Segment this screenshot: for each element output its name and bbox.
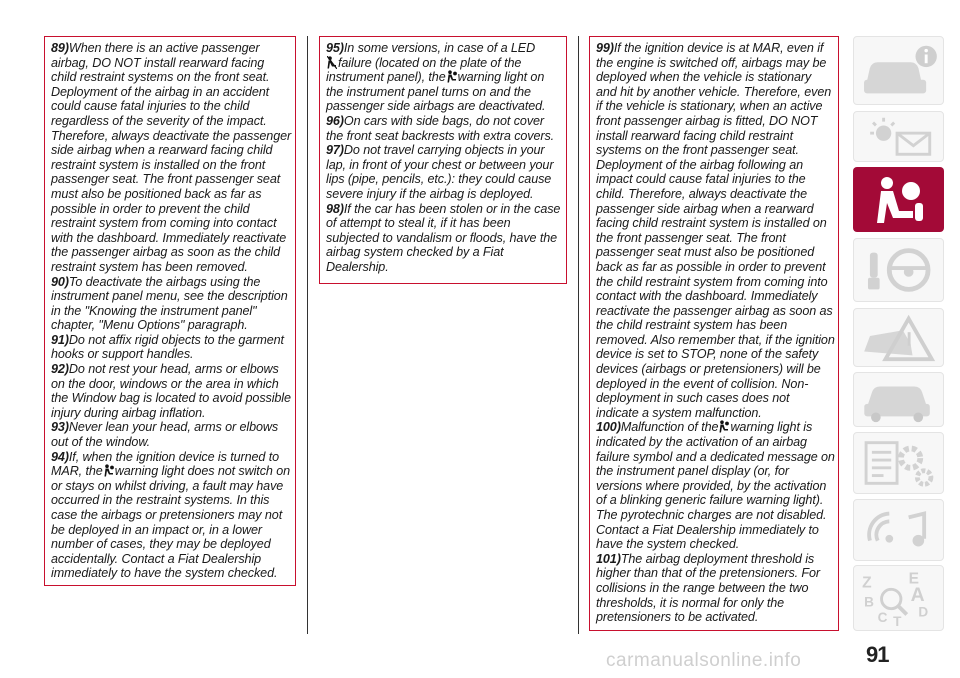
warning-item-89: 89)When there is an active passenger airbag, DO NOT install rearward facing child restraint systems on the front seat. Deployment of the airbag in an accident could cause fatal injuries to the child regardless of the severity of the impact. Therefore, always deactivate the passenger side airbag when a rearward facing child restraint system is installed on the front passenger seat. The front passenger seat must also be positioned back as far as possible in order to prevent the child restraint system from coming into contact with the dashboard. Immediately reactivate the passenger airbag as soon as the child restraint system has been removed. bbox=[51, 41, 292, 274]
svg-text:T: T bbox=[893, 614, 902, 630]
warning-item-91: 91)Do not affix rigid objects to the garment hooks or support handles. bbox=[51, 332, 284, 362]
warning-box-col2 bbox=[319, 36, 567, 284]
warning-item-93: 93)Never lean your head, arms or elbows out of the window. bbox=[51, 420, 279, 450]
airbag-safety-icon[interactable] bbox=[853, 167, 944, 232]
warning-lights-icon[interactable] bbox=[853, 111, 944, 162]
warning-item-96: 96)On cars with side bags, do not cover the front seat backrests with extra covers. bbox=[326, 113, 555, 143]
svg-text:A: A bbox=[910, 583, 925, 606]
warning-item-98: 98)If the car has been stolen or in the case of attempt to steal it, if it has been subjected to vandalism or floods, have the airbag system checked by a Fiat Dealership. bbox=[326, 201, 561, 274]
specs-gear-icon[interactable] bbox=[853, 432, 944, 494]
svg-text:E: E bbox=[908, 570, 920, 588]
airbag-off-led-icon bbox=[327, 56, 337, 69]
page-number: 91 bbox=[866, 642, 889, 667]
warning-box-col3 bbox=[589, 36, 839, 631]
key-steering-icon[interactable] bbox=[853, 238, 944, 302]
warning-item-94: 94)If, when the ignition device is turned to MAR, the warning light does not switch on or stays on whilst driving, a fault may have occurred in the restraint systems. In this case the airbags or pretensioners may not be deployed in an impact or, in a lower number of cases, they may be deployed accidentally. Contact a Fiat Dealership immediately to have the system checked. bbox=[51, 449, 291, 581]
warning-item-101: 101)The airbag deployment threshold is higher than that of the pretensioners. For collisions in the range between the two thresholds, it is normal for only the pretensioners to be activated. bbox=[596, 551, 821, 625]
warning-box-col1 bbox=[44, 36, 296, 586]
car-info-icon[interactable] bbox=[853, 36, 944, 105]
svg-text:C: C bbox=[877, 610, 888, 626]
warning-item-92: 92)Do not rest your head, arms or elbows on the door, windows or the area in which the Window bag is located to avoid possible injury during airbag inflation. bbox=[51, 362, 291, 420]
airbag-warning-icon bbox=[447, 70, 457, 83]
svg-text:Z: Z bbox=[862, 574, 872, 592]
warning-item-100: 100)Malfunction of the warning light is indicated by the activation of an airbag failure symbol and a dedicated message on the instrument panel display (or, for versions where provided, by the activation of a blinking generic failure warning light). The pyrotechnic charges are not disabled. Contact a Fiat Dealership immediately to have the system checked. bbox=[596, 420, 835, 552]
airbag-warning-icon bbox=[104, 464, 114, 477]
column-divider bbox=[578, 36, 579, 634]
car-service-icon[interactable] bbox=[853, 372, 944, 427]
airbag-warning-icon bbox=[719, 420, 729, 433]
multimedia-icon[interactable] bbox=[853, 499, 944, 561]
svg-text:D: D bbox=[918, 604, 929, 620]
index-letters-icon[interactable] bbox=[853, 565, 944, 631]
warning-item-95: 95)In some versions, in case of a LED failure (located on the plate of the instrument panel), the warning light on the instrument panel turns on and the passenger side airbags are deactivated. bbox=[326, 41, 546, 114]
warning-item-99: 99)If the ignition device is at MAR, even if the engine is switched off, airbags may be deployed when the vehicle is stationary and hit by another vehicle. Therefore, even if the vehicle is stationary, when an active front passenger airbag is fitted, DO NOT install rearward facing child restraint systems on the front passenger seat. Deployment of the airbag following an impact could cause fatal injuries to the child. Therefore, always deactivate the passenger side airbag when a rearward facing child restraint system is installed on the front passenger seat. The front passenger seat must also be positioned back as far as possible in order to prevent the child restraint system from coming into contact with the dashboard. Immediately reactivate the passenger airbag as soon as the child restraint system has been removed. Also remember that, if the ignition device is set to STOP, none of the safety devices (airbags or pretensioners) will be deployed in the event of collision. Non-deployment in such cases does not indicate a system malfunction. bbox=[596, 41, 835, 420]
column-divider bbox=[307, 36, 308, 634]
warning-item-97: 97)Do not travel carrying objects in your lap, in front of your chest or between your lips (pipe, pencils, etc.): they could cause severe injury if the airbag is deployed. bbox=[326, 143, 554, 201]
watermark: carmanualsonline.info bbox=[606, 650, 802, 671]
car-emergency-icon[interactable] bbox=[853, 308, 944, 367]
warning-item-90: 90)To deactivate the airbags using the instrument panel menu, see the description in the "Knowing the instrument panel" chapter, "Menu Options" paragraph. bbox=[51, 274, 288, 333]
svg-text:B: B bbox=[864, 594, 874, 610]
